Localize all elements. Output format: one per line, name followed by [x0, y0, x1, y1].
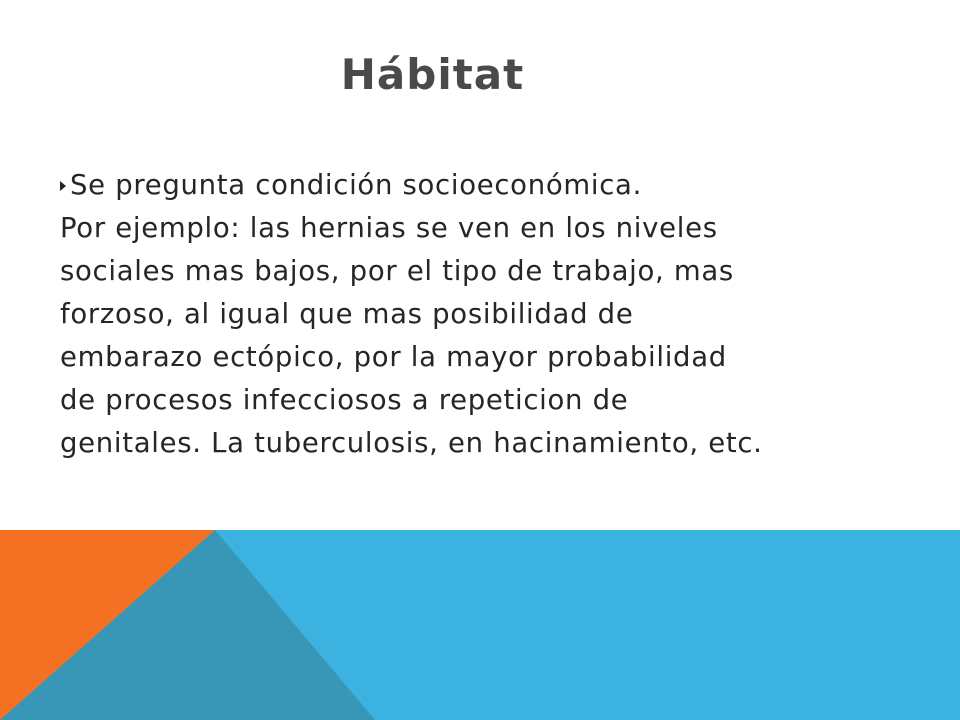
decorative-footer-shapes [0, 530, 960, 720]
body-line-5: de procesos infecciosos a repeticion de [60, 384, 629, 416]
body-line-1: Por ejemplo: las hernias se ven en los niveles [60, 212, 718, 244]
slide-body [60, 164, 920, 465]
triangle-bullet-icon [60, 181, 66, 191]
bullet-text: Se pregunta condición socioeconómica. [70, 169, 643, 201]
body-line-2: sociales mas bajos, por el tipo de trabajo, mas [60, 255, 734, 287]
bullet-item [60, 164, 920, 207]
slide-title: Hábitat [340, 50, 525, 99]
body-line-3: forzoso, al igual que mas posibilidad de [60, 298, 634, 330]
body-line-6: genitales. La tuberculosis, en hacinamiento, etc. [60, 427, 763, 459]
body-line-4: embarazo ectópico, por la mayor probabilidad [60, 341, 727, 373]
